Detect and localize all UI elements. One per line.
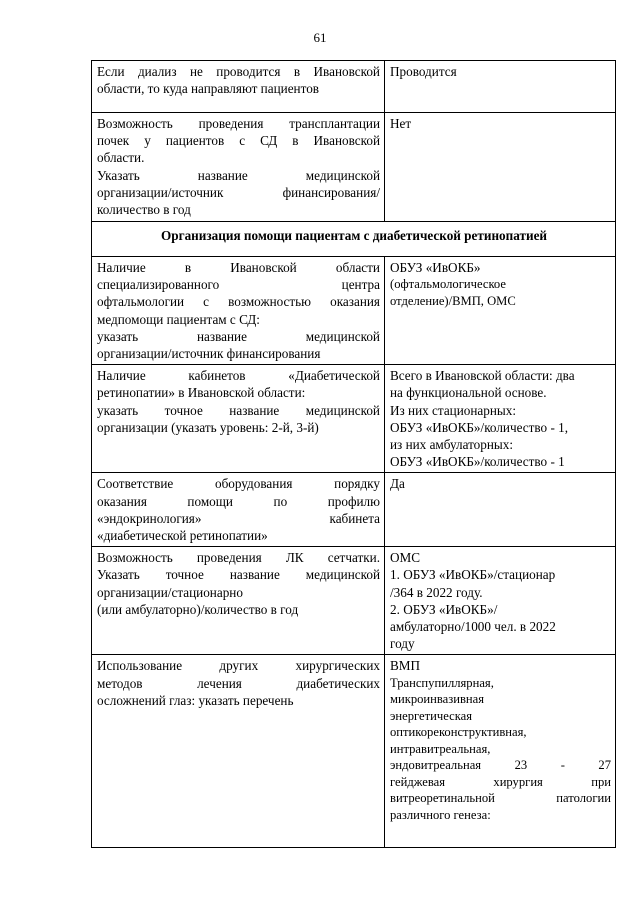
cell-line: Наличие в Ивановской области xyxy=(97,260,380,275)
table-row xyxy=(92,113,616,222)
table-row xyxy=(92,473,616,547)
cell-line: почек у пациентов с СД в Ивановской xyxy=(97,133,380,149)
cell-line: Возможность проведения ЛК сетчатки. xyxy=(97,550,380,566)
table-row xyxy=(92,547,616,655)
cell-line: Если диализ не проводится в Ивановской xyxy=(97,64,380,79)
table-row xyxy=(92,61,616,113)
answer-cell xyxy=(385,473,616,547)
cell-line: организации/источник финансирования xyxy=(97,346,321,362)
cell-line: осложнений глаз: указать перечень xyxy=(97,692,294,708)
cell-line: методов лечения диабетических xyxy=(97,675,380,691)
cell-line: офтальмологии с возможностью оказания xyxy=(97,294,380,310)
cell-line: /364 в 2022 году. xyxy=(390,584,483,600)
cell-line: области, то куда направляют пациентов xyxy=(97,81,320,97)
cell-line: Использование других хирургических xyxy=(97,658,380,674)
cell-line: 1. ОБУЗ «ИвОКБ»/стационар xyxy=(390,567,556,583)
cell-line: (офтальмологическое xyxy=(390,277,506,292)
cell-line: на функциональной основе. xyxy=(390,385,547,401)
table-row xyxy=(92,365,616,473)
answer-cell xyxy=(385,257,616,365)
cell-line: указать название медицинской xyxy=(97,328,380,344)
cell-line: Из них стационарных: xyxy=(390,402,517,418)
cell-line: Транспупиллярная, xyxy=(390,675,494,690)
info-table xyxy=(91,60,616,848)
answer-cell xyxy=(385,113,616,222)
cell-line: ОБУЗ «ИвОКБ»/количество - 1 xyxy=(390,454,565,470)
cell-line: количество в год xyxy=(97,202,191,218)
cell-line: области. xyxy=(97,150,145,166)
cell-line: микроинвазивная xyxy=(390,692,485,707)
question-cell xyxy=(92,365,385,473)
question-cell xyxy=(92,61,385,113)
cell-line: специализированного центра xyxy=(97,277,380,293)
cell-line: ретинопатии» в Ивановской области: xyxy=(97,385,306,401)
cell-line: Нет xyxy=(390,116,412,131)
cell-line: гейджевая хирургия при xyxy=(390,774,611,789)
cell-line: ОБУЗ «ИвОКБ»/количество - 1, xyxy=(390,419,569,435)
section-heading-row xyxy=(92,222,616,257)
cell-line: ВМП xyxy=(390,658,421,674)
cell-line: ОБУЗ «ИвОКБ» xyxy=(390,260,481,275)
cell-line: эндовитреальная 23 - 27 xyxy=(390,758,611,773)
answer-cell xyxy=(385,655,616,848)
cell-line: из них амбулаторных: xyxy=(390,437,514,453)
cell-line: Указать название медицинской xyxy=(97,167,380,183)
cell-line: «диабетической ретинопатии» xyxy=(97,528,268,544)
cell-line: Да xyxy=(390,476,405,492)
cell-line: 2. ОБУЗ «ИвОКБ»/ xyxy=(390,601,498,617)
question-cell xyxy=(92,113,385,222)
question-cell xyxy=(92,257,385,365)
answer-cell xyxy=(385,547,616,655)
cell-line: Всего в Ивановской области: два xyxy=(390,368,575,384)
cell-line: амбулаторно/1000 чел. в 2022 xyxy=(390,619,556,635)
cell-line: указать точное название медицинской xyxy=(97,402,380,418)
question-cell xyxy=(92,547,385,655)
question-cell xyxy=(92,473,385,547)
cell-line: «эндокринология» кабинета xyxy=(97,510,380,526)
cell-line: организации (указать уровень: 2-й, 3-й) xyxy=(97,419,319,435)
cell-line: (или амбулаторно)/количество в год xyxy=(97,601,299,617)
cell-line: интравитреальная, xyxy=(390,741,491,756)
table-row xyxy=(92,655,616,848)
section-heading: Организация помощи пациентам с диабетической ретинопатией xyxy=(92,222,616,257)
cell-line: Указать точное название медицинской xyxy=(97,567,380,583)
cell-line: организации/источник финансирования/ xyxy=(97,184,380,200)
cell-line: Соответствие оборудования порядку xyxy=(97,476,380,492)
page-number: 61 xyxy=(313,30,327,45)
cell-line: отделение)/ВМП, ОМС xyxy=(390,293,516,308)
cell-line: ОМС xyxy=(390,550,421,566)
cell-line: году xyxy=(390,636,415,652)
cell-line: организации/стационарно xyxy=(97,584,243,600)
cell-line: Возможность проведения трансплантации xyxy=(97,116,380,131)
cell-line: оптикореконструктивная, xyxy=(390,725,527,740)
cell-line: Наличие кабинетов «Диабетической xyxy=(97,368,380,384)
answer-cell xyxy=(385,365,616,473)
cell-line: Проводится xyxy=(390,64,457,79)
answer-cell xyxy=(385,61,616,113)
table-row xyxy=(92,257,616,365)
cell-line: различного генеза: xyxy=(390,807,491,822)
cell-line: оказания помощи по профилю xyxy=(97,493,380,509)
question-cell xyxy=(92,655,385,848)
cell-line: энергетическая xyxy=(390,708,473,723)
cell-line: медпомощи пациентам с СД: xyxy=(97,311,260,327)
cell-line: витреоретинальной патологии xyxy=(390,791,611,806)
